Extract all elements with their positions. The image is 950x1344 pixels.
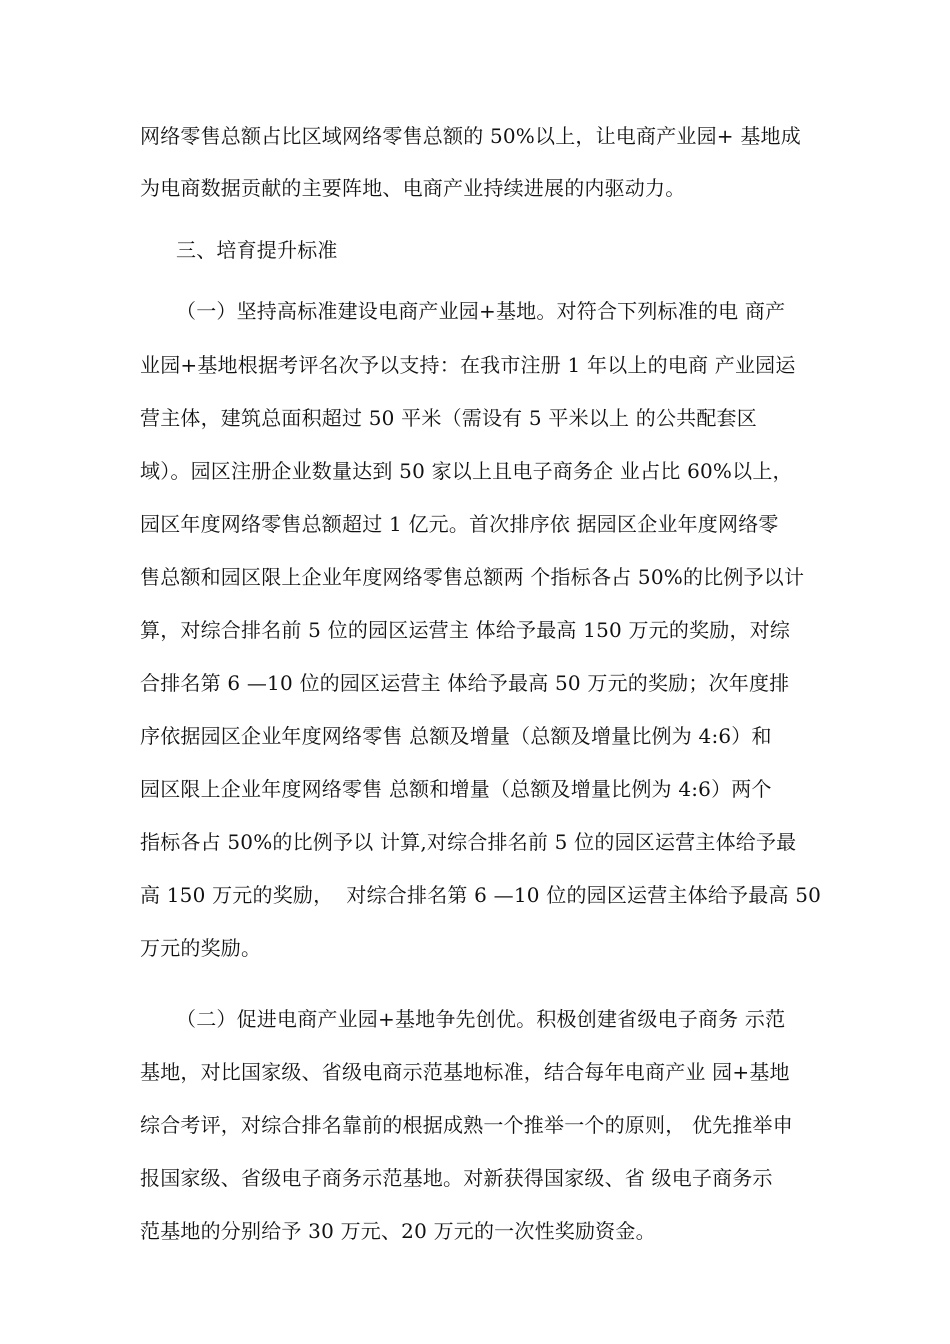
paragraph-line: 综合考评，对综合排名靠前的根据成熟一个推举一个的原则， 优先推举申 [140,1113,793,1137]
paragraph-line: 网络零售总额占比区域网络零售总额的 50%以上，让电商产业园+ 基地成 [140,124,801,148]
paragraph-line: 范基地的分别给予 30 万元、20 万元的一次性奖励资金。 [140,1219,656,1243]
paragraph-line: 万元的奖励。 [140,936,262,960]
paragraph-line: 高 150 万元的奖励， 对综合排名第 6 —10 位的园区运营主体给予最高 50 [140,883,822,907]
paragraph-line: 合排名第 6 —10 位的园区运营主 体给予最高 50 万元的奖励；次年度排 [140,671,790,695]
paragraph-line: 营主体，建筑总面积超过 50 平米（需设有 5 平米以上 的公共配套区 [140,406,757,430]
paragraph-line: （一）坚持高标准建设电商产业园+基地。对符合下列标准的电 商产 [176,299,786,323]
paragraph-line: 算，对综合排名前 5 位的园区运营主 体给予最高 150 万元的奖励，对综 [140,618,791,642]
paragraph-line: 园区年度网络零售总额超过 1 亿元。首次排序依 据园区企业年度网络零 [140,512,779,536]
paragraph-line: 基地，对比国家级、省级电商示范基地标准，结合每年电商产业 园+基地 [140,1060,790,1084]
paragraph-line: 报国家级、省级电子商务示范基地。对新获得国家级、省 级电子商务示 [140,1166,773,1190]
paragraph-line: 域）。园区注册企业数量达到 50 家以上且电子商务企 业占比 60%以上， [140,459,793,483]
paragraph-line: 序依据园区企业年度网络零售 总额及增量（总额及增量比例为 4:6）和 [140,724,772,748]
paragraph-line: 业园+基地根据考评名次予以支持：在我市注册 1 年以上的电商 产业园运 [140,353,796,377]
paragraph-line: 园区限上企业年度网络零售 总额和增量（总额及增量比例为 4:6）两个 [140,777,772,801]
paragraph-line: 售总额和园区限上企业年度网络零售总额两 个指标各占 50%的比例予以计 [140,565,805,589]
section-heading: 三、培育提升标准 [176,238,338,262]
paragraph-line: 为电商数据贡献的主要阵地、电商产业持续进展的内驱动力。 [140,176,686,200]
paragraph-line: 指标各占 50%的比例予以 计算,对综合排名前 5 位的园区运营主体给予最 [140,830,797,854]
paragraph-line: （二）促进电商产业园+基地争先创优。积极创建省级电子商务 示范 [176,1007,786,1031]
